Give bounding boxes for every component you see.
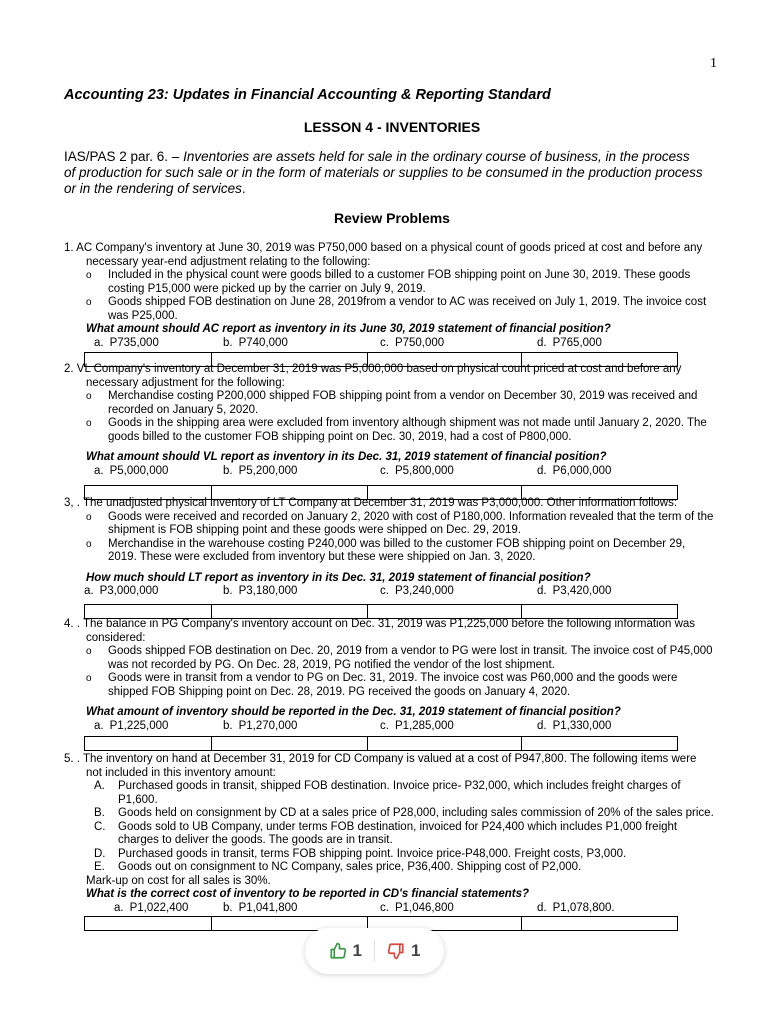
choices — [64, 465, 714, 478]
choice-c: c. P1,046,800 — [380, 901, 454, 914]
problem-3 — [64, 497, 714, 598]
list-item: o Included in the physical count were goods billed to a customer FOB shipping point on June 30, 2019. These goods costing P15,000 were picked up by the carrier on July 9, 2019. — [86, 269, 691, 295]
problem-1 — [64, 242, 714, 350]
definition-text: Inventories are assets held for sale in the ordinary course of business, in the process of production for such sale or in the form of materials or supplies to be consumed in the production process or in the rendering of services — [64, 149, 703, 196]
markup-note: Mark-up on cost for all sales is 30%. — [86, 874, 271, 887]
lesson-title: LESSON 4 - INVENTORIES — [303, 119, 481, 135]
list-item: C. Goods sold to UB Company, under terms FOB destination, invoiced for P24,400 which includes P1,000 freight charges to deliver the goods. The goods are in transit. — [94, 820, 678, 846]
choice-d: d. P765,000 — [537, 336, 602, 349]
list-item: o Goods shipped FOB destination on June 28, 2019from a vendor to AC was received on July 1, 2019. The invoice cost was P25,000. — [86, 296, 707, 322]
section-title: Review Problems — [334, 210, 450, 226]
choice-c: c. P5,800,000 — [380, 464, 454, 477]
bullet-icon: o — [86, 673, 92, 684]
dislike-button[interactable] — [375, 941, 432, 961]
problem-stem: 4. . The balance in PG Company's inventory account on Dec. 31, 2019 was P1,225,000 before the following information was considered: — [64, 618, 696, 644]
choice-d: d. P6,000,000 — [537, 464, 612, 477]
list-item: A. Purchased goods in transit, shipped FOB destination. Invoice price- P32,000, which includes freight charges of P1,600. — [94, 780, 681, 806]
problem-stem: 1. AC Company's inventory at June 30, 2019 was P750,000 based on a physical count of goods priced at cost and before any necessary year-end adjustment relating to the following: — [64, 242, 703, 268]
choices — [64, 902, 714, 915]
definition-ref: IAS/PAS 2 par. 6. – — [64, 149, 184, 164]
bullet-icon: o — [86, 391, 92, 402]
list-item: o Merchandise in the warehouse costing P240,000 was billed to the customer FOB shipping point on December 29, 2019. These were excluded from inventory but these were shippied on Jan. 3, 2020. — [86, 537, 686, 563]
choice-c: c. P1,285,000 — [380, 719, 454, 732]
like-button[interactable] — [317, 941, 374, 961]
page-number: 1 — [710, 56, 717, 71]
answer-row — [84, 736, 678, 751]
choice-b: b. P740,000 — [223, 336, 288, 349]
problem-stem: 2. VL Company's inventory at December 31, 2019 was P5,000,000 based on physical count priced at cost and before any necessary adjustment for the following: — [64, 363, 682, 389]
choice-b: b. P5,200,000 — [223, 464, 298, 477]
list-item: E. Goods out on consignment to NC Company, sales price, P36,400. Shipping cost of P2,000. — [94, 861, 582, 873]
course-title: Accounting 23: Updates in Financial Accounting & Reporting Standard — [64, 87, 551, 103]
list-item: B. Goods held on consignment by CD at a sales price of P28,000, including sales commission of 20% of the sales price. — [94, 807, 714, 819]
choice-b: b. P1,270,000 — [223, 719, 298, 732]
bullet-icon: o — [86, 270, 92, 281]
list-item: o Goods were in transit from a vendor to PG on Dec. 31, 2019. The invoice cost was P60,000 and the goods were shipped FOB Shipping point on Dec. 28, 2019. PG received the goods on January 4, 2020. — [86, 672, 678, 698]
problem-question: What amount should VL report as inventory in its Dec. 31, 2019 statement of financial position? — [86, 451, 607, 463]
problem-stem: 3, . The unadjusted physical inventory of LT Company at December 31, 2019 was P3,000,000. Other information follows: — [64, 497, 678, 509]
bullet-icon: o — [86, 418, 92, 429]
choice-a: a. P1,022,400 — [114, 901, 189, 914]
dislike-count: 1 — [411, 941, 421, 960]
problem-5 — [64, 753, 714, 915]
thumbs-up-icon — [329, 942, 347, 960]
bullet-icon: o — [86, 511, 92, 523]
choice-b: b. P1,041,800 — [223, 901, 298, 914]
choice-a: a. P735,000 — [94, 336, 159, 349]
choice-c: c. P3,240,000 — [380, 585, 454, 597]
problem-question: What is the correct cost of inventory to be reported in CD's financial statements? — [86, 888, 530, 900]
thumbs-down-icon — [387, 942, 405, 960]
list-item: o Goods in the shipping area were excluded from inventory although shipment was not made until January 2, 2020. The goods billed to the customer FOB shipping point on Dec. 30, 2019, had a cost of P800,000. — [86, 417, 707, 443]
choice-d: d. P1,078,800. — [537, 901, 615, 914]
definition-paragraph — [64, 149, 704, 197]
definition-end: . — [241, 181, 246, 196]
choices — [64, 337, 714, 350]
like-count: 1 — [352, 941, 362, 960]
choices — [64, 585, 714, 598]
choice-a: a. P3,000,000 — [84, 585, 159, 597]
choice-b: b. P3,180,000 — [223, 585, 298, 597]
problem-question: How much should LT report as inventory in its Dec. 31, 2019 statement of financial position? — [86, 571, 591, 584]
problem-stem: 5. . The inventory on hand at December 31, 2019 for CD Company is valued at a cost of P947,800. The following items were not included in this inventory amount: — [64, 753, 697, 779]
choices — [64, 720, 714, 733]
answer-row — [84, 604, 678, 619]
list-item: o Merchandise costing P200,000 shipped FOB shipping point from a vendor on December 30, 2019 was received and recorded on January 5, 2020. — [86, 390, 698, 416]
list-item: D. Purchased goods in transit, terms FOB shipping point. Invoice price-P48,000. Freight costs, P3,000. — [94, 847, 627, 860]
choice-d: d. P3,420,000 — [537, 585, 612, 597]
list-item: o Goods were received and recorded on January 2, 2020 with cost of P180,000. Information revealed that the term of the shipment is FOB shipping point and these goods were shipped on Dec. 29, 2019. — [86, 510, 714, 536]
bullet-icon: o — [86, 297, 92, 308]
problem-4 — [64, 618, 714, 733]
bullet-icon: o — [86, 646, 92, 657]
list-item: o Goods shipped FOB destination on Dec. 20, 2019 from a vendor to PG were lost in transit. The invoice cost of P45,000 was not recorded by PG. On Dec. 28, 2019, PG notified the vendor of the lost shipment. — [86, 645, 713, 671]
choice-c: c. P750,000 — [380, 336, 445, 349]
choice-a: a. P1,225,000 — [94, 719, 169, 732]
problem-question: What amount of inventory should be reported in the Dec. 31, 2019 statement of financial position? — [86, 706, 621, 718]
bullet-icon: o — [86, 538, 92, 550]
rating-widget — [305, 928, 444, 974]
problem-2 — [64, 363, 714, 478]
problem-question: What amount should AC report as inventory in its June 30, 2019 statement of financial position? — [86, 323, 611, 335]
choice-a: a. P5,000,000 — [94, 464, 169, 477]
choice-d: d. P1,330,000 — [537, 719, 612, 732]
